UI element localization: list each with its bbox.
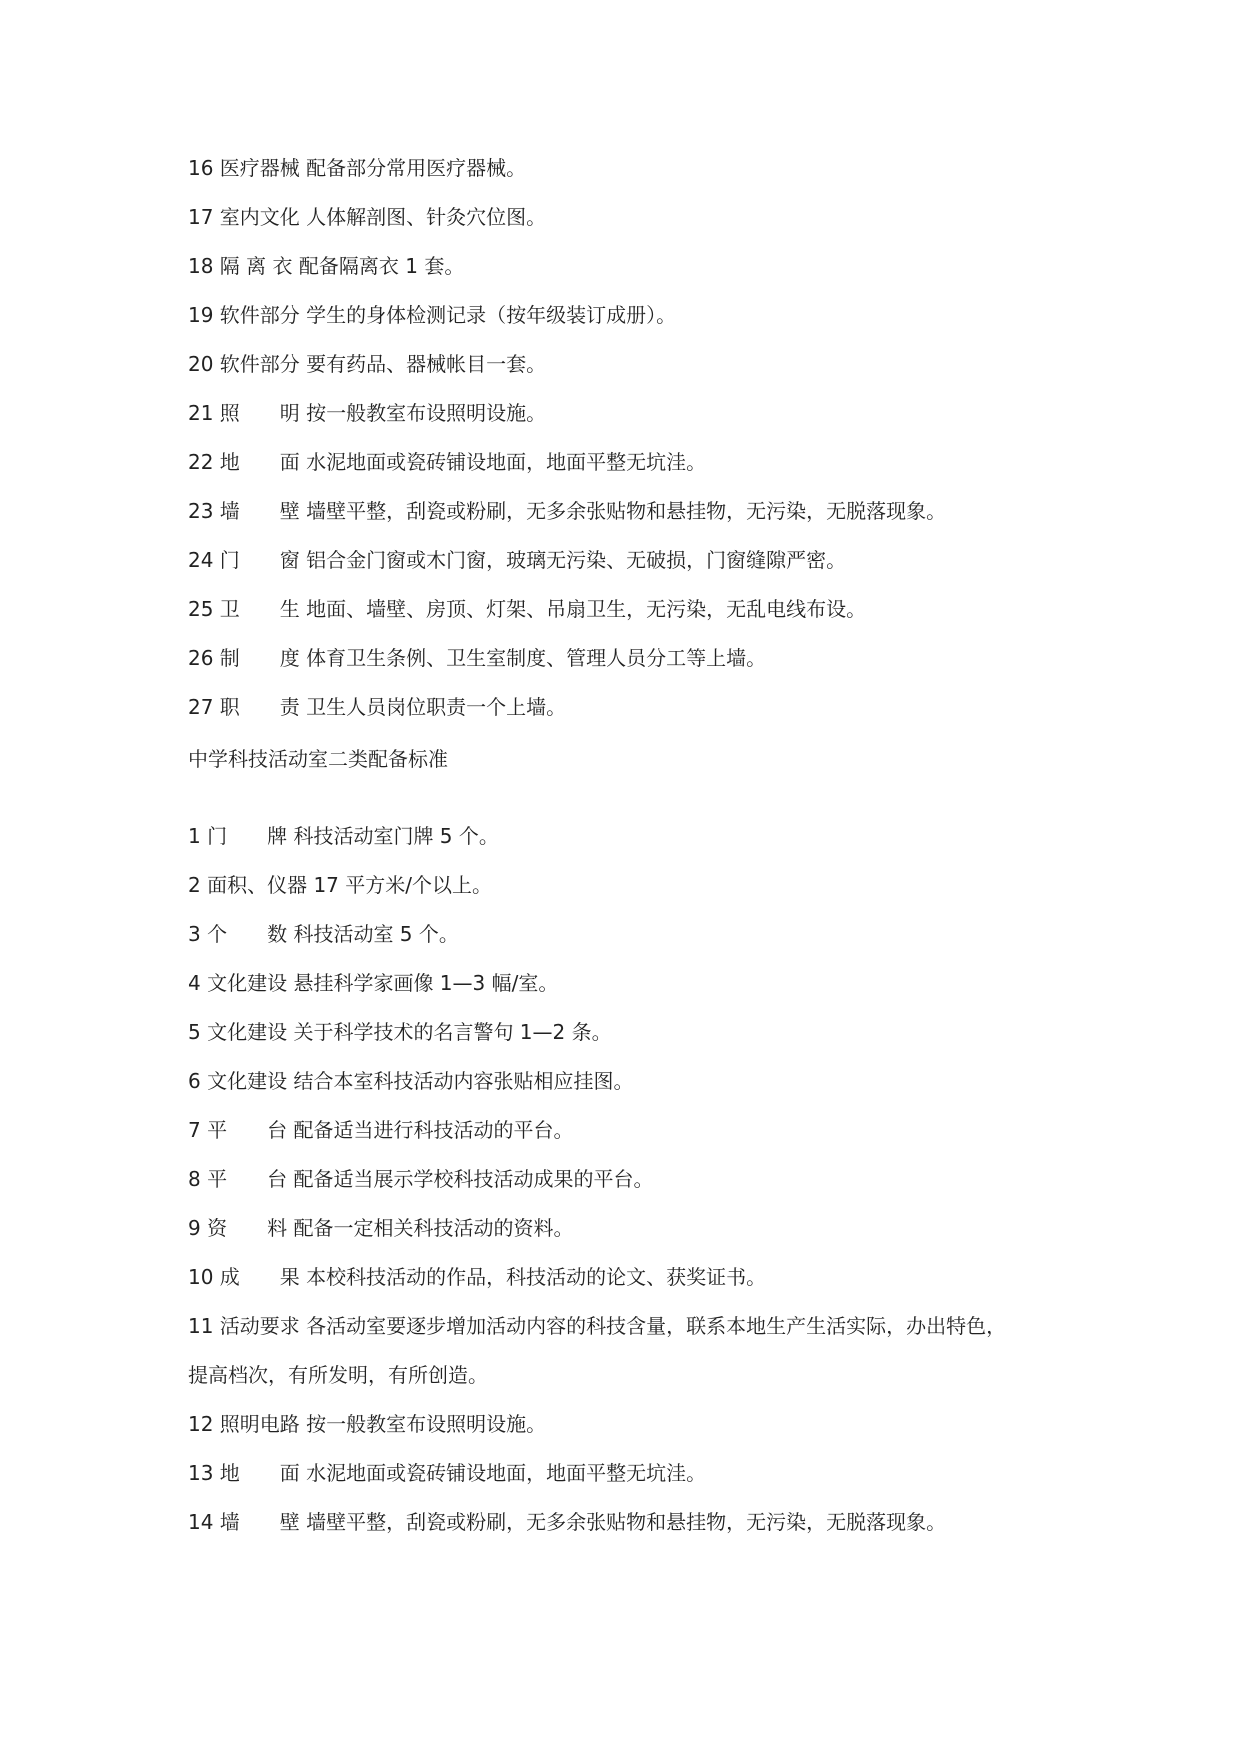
list-item: 21 照 明 按一般教室布设照明设施。: [188, 401, 547, 425]
list-item: 23 墙 壁 墙壁平整，刮瓷或粉刷，无多余张贴物和悬挂物，无污染，无脱落现象。: [188, 499, 947, 523]
list-item-continuation: 提高档次，有所发明，有所创造。: [188, 1363, 488, 1387]
list-item: 4 文化建设 悬挂科学家画像 1—3 幅/室。: [188, 971, 559, 995]
list-item: 18 隔 离 衣 配备隔离衣 1 套。: [188, 254, 465, 278]
list-item: 10 成 果 本校科技活动的作品，科技活动的论文、获奖证书。: [188, 1265, 767, 1289]
list-item: 16 医疗器械 配备部分常用医疗器械。: [188, 156, 527, 180]
list-part2: [188, 824, 1088, 1534]
list-item: 14 墙 壁 墙壁平整，刮瓷或粉刷，无多余张贴物和悬挂物，无污染，无脱落现象。: [188, 1510, 947, 1534]
list-part1: [188, 156, 1088, 719]
list-item: 8 平 台 配备适当展示学校科技活动成果的平台。: [188, 1167, 654, 1191]
list-item: 26 制 度 体育卫生条例、卫生室制度、管理人员分工等上墙。: [188, 646, 767, 670]
list-item: 3 个 数 科技活动室 5 个。: [188, 922, 459, 946]
list-item: 17 室内文化 人体解剖图、针灸穴位图。: [188, 205, 547, 229]
list-item: 27 职 责 卫生人员岗位职责一个上墙。: [188, 695, 567, 719]
list-item: 25 卫 生 地面、墙壁、房顶、灯架、吊扇卫生，无污染，无乱电线布设。: [188, 597, 867, 621]
list-item: 12 照明电路 按一般教室布设照明设施。: [188, 1412, 547, 1436]
document-page: [188, 156, 1088, 1559]
list-item: 19 软件部分 学生的身体检测记录（按年级装订成册）。: [188, 303, 677, 327]
list-item: 5 文化建设 关于科学技术的名言警句 1—2 条。: [188, 1020, 612, 1044]
list-item: 24 门 窗 铝合金门窗或木门窗，玻璃无污染、无破损，门窗缝隙严密。: [188, 548, 847, 572]
list-item: 9 资 料 配备一定相关科技活动的资料。: [188, 1216, 574, 1240]
list-item: 13 地 面 水泥地面或瓷砖铺设地面，地面平整无坑洼。: [188, 1461, 707, 1485]
list-item: 22 地 面 水泥地面或瓷砖铺设地面，地面平整无坑洼。: [188, 450, 707, 474]
list-item: 1 门 牌 科技活动室门牌 5 个。: [188, 824, 499, 848]
list-item: 11 活动要求 各活动室要逐步增加活动内容的科技含量，联系本地生产生活实际，办出特色，: [188, 1314, 1007, 1338]
list-item: 6 文化建设 结合本室科技活动内容张贴相应挂图。: [188, 1069, 634, 1093]
list-item: 2 面积、仪器 17 平方米/个以上。: [188, 873, 492, 897]
section-title: 中学科技活动室二类配备标准: [188, 747, 448, 771]
list-item: 7 平 台 配备适当进行科技活动的平台。: [188, 1118, 574, 1142]
list-item: 20 软件部分 要有药品、器械帐目一套。: [188, 352, 547, 376]
